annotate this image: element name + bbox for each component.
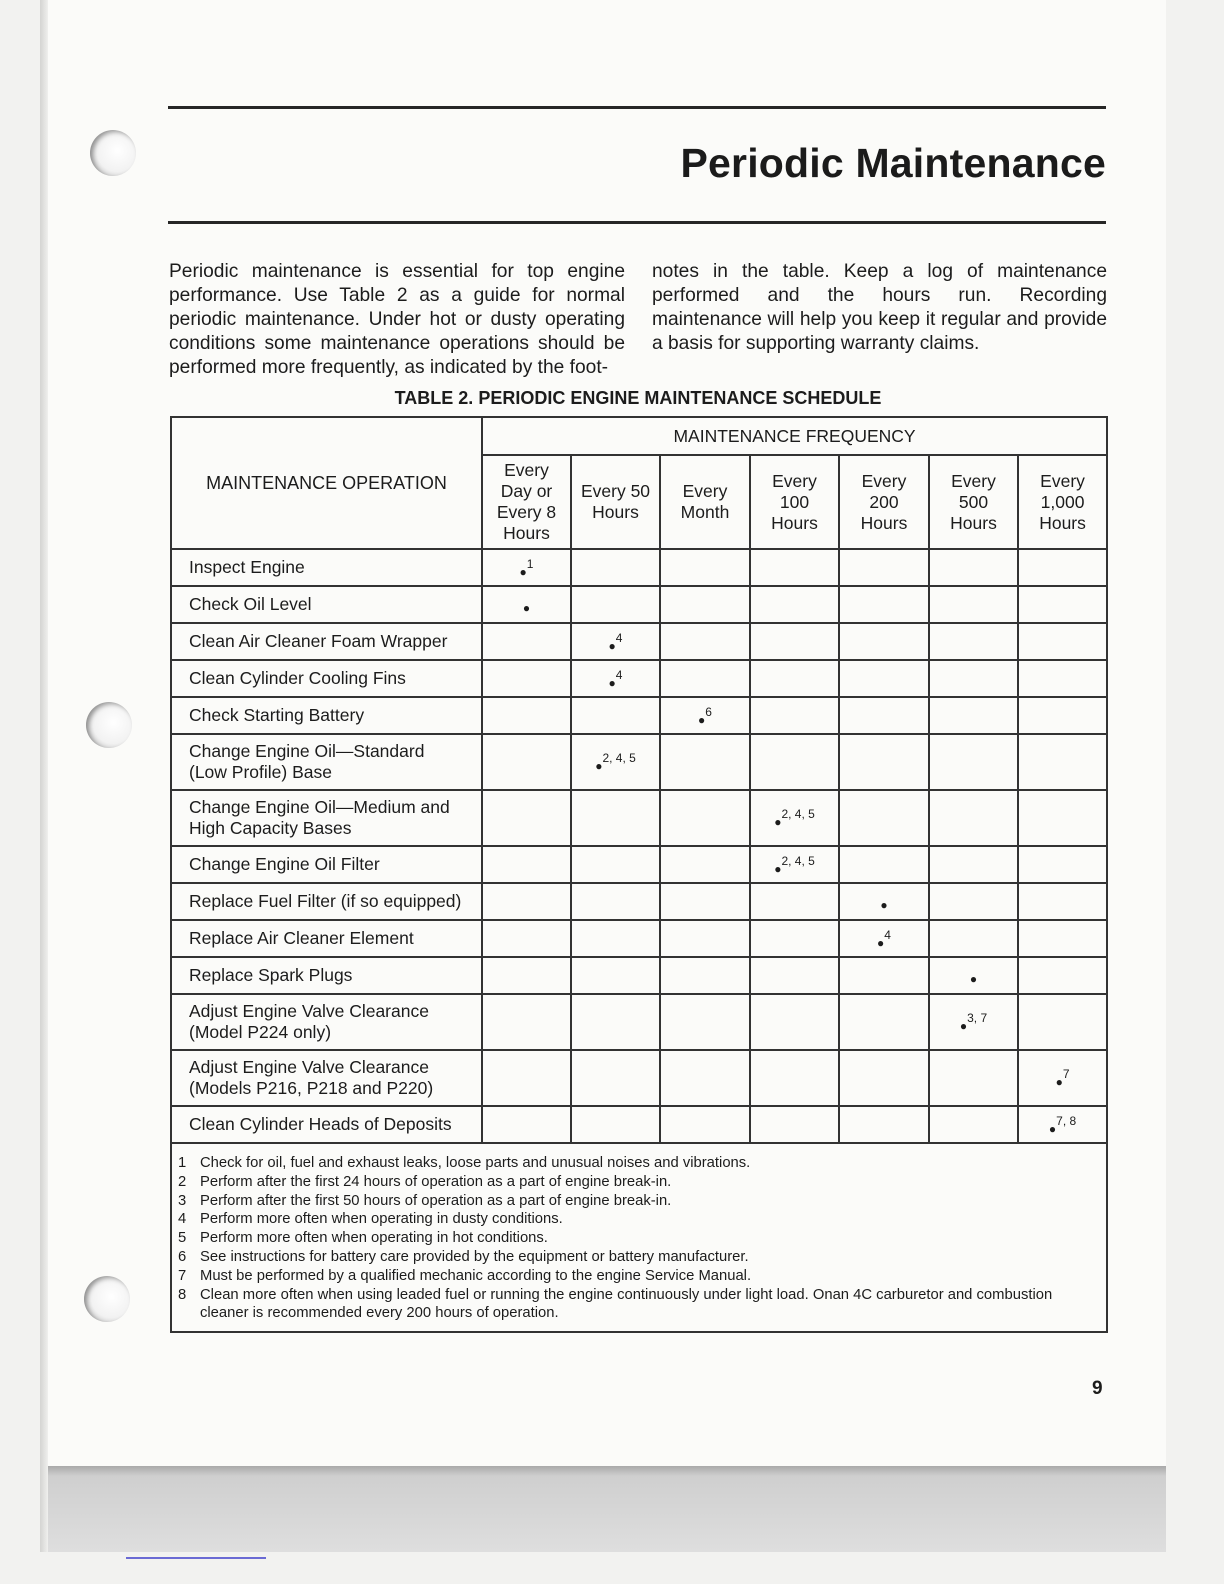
frequency-column-header — [750, 455, 839, 549]
frequency-cell — [482, 623, 571, 660]
frequency-cell — [1018, 1050, 1107, 1106]
operation-line: Clean Cylinder Heads of Deposits — [189, 1114, 452, 1134]
frequency-cell — [571, 660, 660, 697]
column-header-line: Every — [951, 470, 996, 491]
frequency-cell — [839, 660, 929, 697]
frequency-cell — [482, 957, 571, 994]
frequency-cell — [929, 957, 1018, 994]
frequency-cell — [1018, 623, 1107, 660]
frequency-cell — [750, 549, 839, 586]
frequency-cell — [1018, 586, 1107, 623]
footnote-number: 7 — [178, 1267, 187, 1284]
page-title: Periodic Maintenance — [680, 140, 1106, 186]
frequency-cell — [571, 734, 660, 790]
frequency-cell — [839, 957, 929, 994]
footnote — [178, 1173, 1084, 1192]
frequency-cell — [1018, 734, 1107, 790]
footnote-text: Check for oil, fuel and exhaust leaks, loose parts and unusual noises and vibrations. — [200, 1155, 751, 1171]
bullet-marker: ● — [608, 638, 616, 653]
operation-line: (Model P224 only) — [189, 1022, 332, 1042]
frequency-cell — [571, 697, 660, 734]
frequency-cell — [1018, 790, 1107, 846]
frequency-cell — [929, 1050, 1018, 1106]
footnote-reference: 4 — [615, 667, 623, 682]
footnote-reference: 6 — [705, 704, 712, 719]
binder-hole-top — [90, 130, 136, 176]
intro-paragraph-right: notes in the table. Keep a log of maintenance performed and the hours run. Recording maintenance will help you keep it regular and provide a basis for supporting warranty claims. — [652, 261, 1107, 354]
frequency-cell — [482, 883, 571, 920]
footnote — [178, 1248, 1084, 1267]
column-header-line: Hours — [950, 512, 997, 533]
footnote-reference: 1 — [526, 556, 534, 571]
frequency-cell — [482, 549, 571, 586]
maintenance-operation — [171, 660, 482, 697]
frequency-cell — [571, 586, 660, 623]
frequency-cell — [929, 846, 1018, 883]
frequency-cell — [571, 883, 660, 920]
table-row — [171, 697, 1107, 734]
binder-hole-bottom — [84, 1276, 130, 1322]
maintenance-operation — [171, 586, 482, 623]
frequency-cell — [482, 586, 571, 623]
footnote-text: Perform after the first 24 hours of operation as a part of engine break-in. — [200, 1173, 672, 1190]
frequency-cell — [482, 846, 571, 883]
bullet-marker: ● — [698, 712, 706, 727]
operation-line: Replace Spark Plugs — [189, 965, 353, 985]
bullet-marker: ● — [608, 675, 616, 690]
frequency-cell — [750, 660, 839, 697]
frequency-cell — [571, 846, 660, 883]
column-header-line: Hours — [1039, 512, 1086, 533]
frequency-column-header — [1018, 455, 1107, 549]
operation-line: Adjust Engine Valve Clearance — [189, 1057, 429, 1077]
operation-line: Replace Air Cleaner Element — [189, 928, 414, 948]
table-row — [171, 883, 1107, 920]
footnote — [178, 1210, 1084, 1229]
column-header-line: 200 — [869, 491, 899, 512]
operation-line: Inspect Engine — [189, 557, 305, 577]
frequency-cell — [571, 1106, 660, 1143]
table-row — [171, 790, 1107, 846]
frequency-cell — [839, 790, 929, 846]
bullet-marker: ● — [1055, 1075, 1063, 1089]
table-row — [171, 549, 1107, 586]
frequency-column-header — [482, 455, 571, 549]
frequency-cell — [1018, 1106, 1107, 1143]
table-caption: TABLE 2. PERIODIC ENGINE MAINTENANCE SCHEDULE — [394, 388, 882, 408]
frequency-cell — [750, 623, 839, 660]
footnote-text: Perform after the first 50 hours of operation as a part of engine break-in. — [200, 1192, 672, 1209]
maintenance-operation — [171, 957, 482, 994]
frequency-cell — [482, 660, 571, 697]
bullet-marker: ● — [774, 815, 782, 829]
frequency-cell — [929, 994, 1018, 1050]
frequency-cell — [750, 957, 839, 994]
operation-line: Adjust Engine Valve Clearance — [189, 1001, 429, 1021]
maintenance-operation — [171, 734, 482, 790]
footnote-reference: 4 — [884, 927, 891, 942]
column-header-line: 100 — [779, 491, 810, 512]
footnote-number: 2 — [178, 1173, 187, 1190]
table-row — [171, 734, 1107, 790]
maintenance-operation — [171, 846, 482, 883]
frequency-cell — [482, 697, 571, 734]
column-header-line: Every 50 — [580, 481, 651, 501]
page-bottom-edge — [48, 1466, 1166, 1552]
frequency-column-header — [839, 455, 929, 549]
footnote-number: 3 — [178, 1192, 187, 1209]
frequency-cell — [750, 883, 839, 920]
footnote-number: 6 — [178, 1248, 187, 1265]
frequency-cell — [1018, 994, 1107, 1050]
footnote-number: 5 — [178, 1230, 187, 1247]
frequency-cell — [839, 994, 929, 1050]
operation-line: Change Engine Oil Filter — [189, 854, 380, 874]
footnote-reference: 2, 4, 5 — [602, 751, 636, 765]
binder-hole-middle — [86, 702, 132, 748]
footnote-reference: 2, 4, 5 — [781, 853, 815, 868]
frequency-cell — [750, 1050, 839, 1106]
footnote-reference: 7, 8 — [1056, 1113, 1077, 1128]
table-row — [171, 920, 1107, 957]
maintenance-operation — [171, 697, 482, 734]
footnote-number: 4 — [178, 1211, 187, 1228]
table-row — [171, 586, 1107, 623]
frequency-cell — [660, 586, 750, 623]
frequency-cell — [660, 920, 750, 957]
operation-line: Clean Cylinder Cooling Fins — [189, 668, 406, 688]
operation-line: (Low Profile) Base — [189, 762, 332, 782]
bullet-marker: ● — [519, 564, 527, 579]
frequency-column-header — [660, 455, 750, 549]
operation-line: Check Oil Level — [189, 594, 312, 614]
table-row — [171, 623, 1107, 660]
frequency-cell — [929, 790, 1018, 846]
bullet-marker: ● — [969, 972, 978, 986]
frequency-cell — [750, 920, 839, 957]
maintenance-operation — [171, 883, 482, 920]
column-header-line: 500 — [958, 491, 989, 512]
operation-line: Check Starting Battery — [189, 705, 365, 725]
frequency-cell — [1018, 697, 1107, 734]
frequency-cell — [929, 920, 1018, 957]
frequency-cell — [660, 734, 750, 790]
frequency-header: MAINTENANCE FREQUENCY — [482, 417, 1107, 455]
frequency-cell — [571, 549, 660, 586]
header-rule-bottom — [168, 221, 1106, 224]
frequency-cell — [571, 994, 660, 1050]
operation-line: High Capacity Bases — [189, 818, 352, 838]
maintenance-operation — [171, 1050, 482, 1106]
footnote — [178, 1192, 1084, 1211]
frequency-cell — [839, 623, 929, 660]
footnotes — [171, 1143, 1107, 1332]
frequency-cell — [1018, 883, 1107, 920]
frequency-cell — [482, 1050, 571, 1106]
frequency-cell — [1018, 920, 1107, 957]
bullet-marker: ● — [959, 1019, 968, 1033]
frequency-cell — [571, 957, 660, 994]
frequency-cell — [750, 586, 839, 623]
column-header-line: Every — [861, 470, 907, 491]
bullet-marker: ● — [522, 601, 531, 615]
frequency-cell — [839, 734, 929, 790]
frequency-cell — [660, 1050, 750, 1106]
frequency-cell — [839, 586, 929, 623]
frequency-cell — [839, 846, 929, 883]
column-header-line: Every 8 — [496, 502, 557, 522]
intro-paragraph-left: Periodic maintenance is essential for top engine performance. Use Table 2 as a guide for normal periodic maintenance. Under hot or dusty operating conditions some maintenance operations should be performed more frequently, as indicated by the foot- — [169, 261, 625, 378]
frequency-cell — [750, 734, 839, 790]
operation-header: MAINTENANCE OPERATION — [171, 417, 482, 549]
column-header-line: Hours — [860, 512, 908, 533]
frequency-cell — [571, 790, 660, 846]
maintenance-operation — [171, 549, 482, 586]
frequency-column-header — [571, 455, 660, 549]
bottom-link-line — [126, 1557, 266, 1559]
frequency-cell — [839, 920, 929, 957]
frequency-cell — [839, 549, 929, 586]
operation-line: Change Engine Oil—Standard — [189, 741, 425, 761]
frequency-cell — [571, 920, 660, 957]
footnote-text: See instructions for battery care provided by the equipment or battery manufacturer. — [200, 1248, 749, 1265]
frequency-cell — [482, 790, 571, 846]
frequency-cell — [482, 734, 571, 790]
column-header-line: Every — [682, 481, 728, 501]
frequency-cell — [1018, 549, 1107, 586]
footnotes-row — [171, 1143, 1107, 1332]
bullet-marker: ● — [1048, 1121, 1057, 1136]
column-header-line: Hours — [771, 512, 818, 533]
footnote-text: Perform more often when operating in hot conditions. — [200, 1230, 548, 1247]
frequency-cell — [660, 846, 750, 883]
frequency-cell — [929, 734, 1018, 790]
footnote-number: 1 — [178, 1155, 187, 1171]
frequency-cell — [929, 660, 1018, 697]
frequency-cell — [1018, 846, 1107, 883]
frequency-cell — [660, 660, 750, 697]
frequency-cell — [1018, 660, 1107, 697]
frequency-cell — [660, 790, 750, 846]
page-number: 9 — [1092, 1378, 1103, 1399]
maintenance-operation — [171, 1106, 482, 1143]
frequency-cell — [929, 1106, 1018, 1143]
footnote-reference: 4 — [615, 630, 623, 645]
footnote-text: Clean more often when using leaded fuel or running the engine continuously under light load. Onan 4C carburetor and combustion cleaner is recommended every 200 hours of operation. — [200, 1286, 1053, 1322]
frequency-cell — [839, 1106, 929, 1143]
table-row — [171, 660, 1107, 697]
bullet-marker: ● — [877, 935, 885, 950]
frequency-cell — [660, 697, 750, 734]
bullet-marker: ● — [880, 898, 888, 912]
column-header-line: 1,000 — [1040, 491, 1085, 512]
frequency-cell — [660, 994, 750, 1050]
frequency-cell — [1018, 957, 1107, 994]
operation-line: Clean Air Cleaner Foam Wrapper — [189, 631, 448, 651]
footnote-reference: 2, 4, 5 — [781, 807, 815, 821]
frequency-cell — [660, 1106, 750, 1143]
column-header-line: Hours — [592, 502, 639, 522]
maintenance-operation — [171, 920, 482, 957]
footnote-reference: 3, 7 — [967, 1011, 988, 1025]
footnote — [178, 1154, 1084, 1173]
frequency-cell — [750, 846, 839, 883]
frequency-cell — [571, 1050, 660, 1106]
frequency-cell — [750, 994, 839, 1050]
bullet-marker: ● — [774, 861, 782, 876]
operation-line: Replace Fuel Filter (if so equipped) — [189, 891, 462, 911]
frequency-cell — [929, 883, 1018, 920]
frequency-cell — [660, 957, 750, 994]
column-header-line: Every — [1040, 470, 1085, 491]
table-row — [171, 994, 1107, 1050]
frequency-cell — [929, 586, 1018, 623]
frequency-cell — [929, 697, 1018, 734]
footnote-number: 8 — [178, 1286, 187, 1303]
maintenance-operation — [171, 790, 482, 846]
frequency-cell — [839, 1050, 929, 1106]
footnote — [178, 1267, 1084, 1286]
frequency-cell — [660, 883, 750, 920]
column-header-line: Every — [772, 470, 817, 491]
header-rule-top — [168, 106, 1106, 109]
frequency-cell — [839, 697, 929, 734]
column-header-line: Hours — [503, 523, 550, 543]
maintenance-operation — [171, 623, 482, 660]
frequency-cell — [660, 623, 750, 660]
table-row — [171, 846, 1107, 883]
footnote — [178, 1229, 1084, 1248]
frequency-cell — [482, 994, 571, 1050]
footnote-text: Must be performed by a qualified mechanic according to the engine Service Manual. — [200, 1267, 752, 1284]
bullet-marker: ● — [595, 759, 603, 773]
operation-line: (Models P216, P218 and P220) — [189, 1078, 434, 1098]
frequency-cell — [660, 549, 750, 586]
column-header-line: Day or — [500, 481, 553, 501]
frequency-column-header — [929, 455, 1018, 549]
table-row — [171, 957, 1107, 994]
frequency-cell — [750, 1106, 839, 1143]
frequency-cell — [571, 623, 660, 660]
maintenance-operation — [171, 994, 482, 1050]
frequency-cell — [482, 920, 571, 957]
column-header-line: Every — [504, 460, 549, 480]
maintenance-schedule-table — [170, 416, 1108, 1333]
frequency-cell — [750, 790, 839, 846]
footnote-text: Perform more often when operating in dusty conditions. — [200, 1211, 563, 1228]
column-header-line: Month — [680, 502, 730, 522]
frequency-cell — [482, 1106, 571, 1143]
frequency-cell — [929, 549, 1018, 586]
frequency-cell — [929, 623, 1018, 660]
table-row — [171, 1050, 1107, 1106]
footnote-reference: 7 — [1062, 1067, 1070, 1081]
table-row — [171, 1106, 1107, 1143]
operation-line: Change Engine Oil—Medium and — [189, 797, 450, 817]
frequency-cell — [750, 697, 839, 734]
footnote — [178, 1286, 1084, 1324]
frequency-cell — [839, 883, 929, 920]
